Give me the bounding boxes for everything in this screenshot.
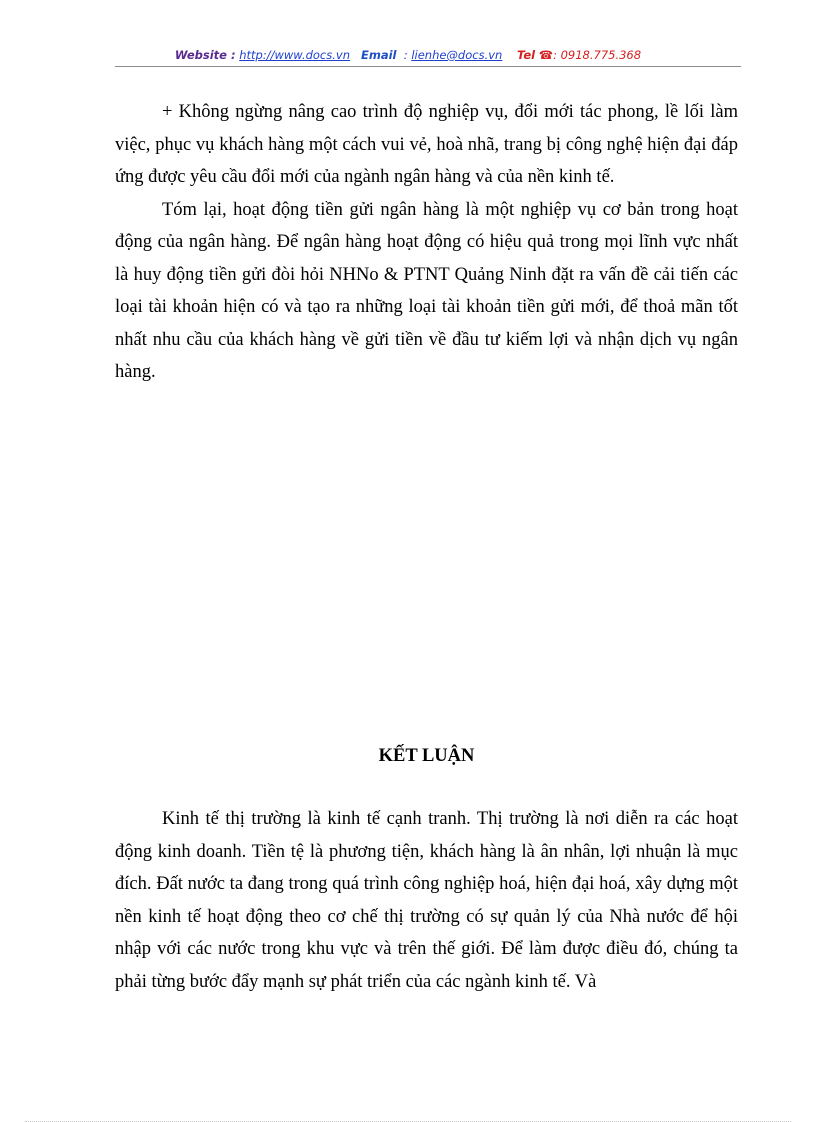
phone-number: : 0918.775.368 xyxy=(553,48,642,62)
email-link[interactable]: lienhe@docs.vn xyxy=(411,48,503,62)
phone-icon: ☎ xyxy=(538,48,554,62)
website-link[interactable]: http://www.docs.vn xyxy=(239,48,351,62)
body-section-conclusion xyxy=(115,803,738,998)
page-bottom-border xyxy=(25,1121,791,1122)
paragraph-improve-skills: + Không ngừng nâng cao trình độ nghiệp vụ, đổi mới tác phong, lề lối làm việc, phục vụ khách hàng một cách vui vẻ, hoà nhã, trang bị công nghệ hiện đại đáp ứng được yêu cầu đổi mới của ngành ngân hàng và của nền kinh tế. xyxy=(115,102,738,187)
paragraph-summary: Tóm lại, hoạt động tiền gửi ngân hàng là một nghiệp vụ cơ bản trong hoạt động của ngân hàng. Để ngân hàng hoạt động có hiệu quả trong mọi lĩnh vực nhất là huy động tiền gửi đòi hỏi NHNo & PTNT Quảng Ninh đặt ra vấn đề cải tiến các loại tài khoản hiện có và tạo ra những loại tài khoản tiền gửi mới, để thoả mãn tốt nhất nhu cầu của khách hàng về gửi tiền về đầu tư kiếm lợi và nhận dịch vụ ngân hàng. xyxy=(115,199,738,382)
conclusion-heading: KẾT LUẬN xyxy=(378,746,475,766)
tel-label: Tel xyxy=(516,48,536,62)
paragraph-conclusion: Kinh tế thị trường là kinh tế cạnh tranh. Thị trường là nơi diễn ra các hoạt động kinh doanh. Tiền tệ là phương tiện, khách hàng là ân nhân, lợi nhuận là mục đích. Đất nước ta đang trong quá trình công nghiệp hoá, hiện đại hoá, xây dựng một nền kinh tế hoạt động theo cơ chế thị trường có sự quản lý của Nhà nước để hội nhập với các nước trong khu vực và trên thế giới. Để làm được điều đó, chúng ta phải từng bước đẩy mạnh sự phát triển của các ngành kinh tế. Và xyxy=(115,809,738,992)
email-label: Email xyxy=(360,48,397,62)
page-header xyxy=(0,47,816,63)
website-label: Website : xyxy=(174,48,236,62)
header-divider xyxy=(115,66,741,67)
email-separator: : xyxy=(403,48,408,62)
body-section-top xyxy=(115,96,738,389)
